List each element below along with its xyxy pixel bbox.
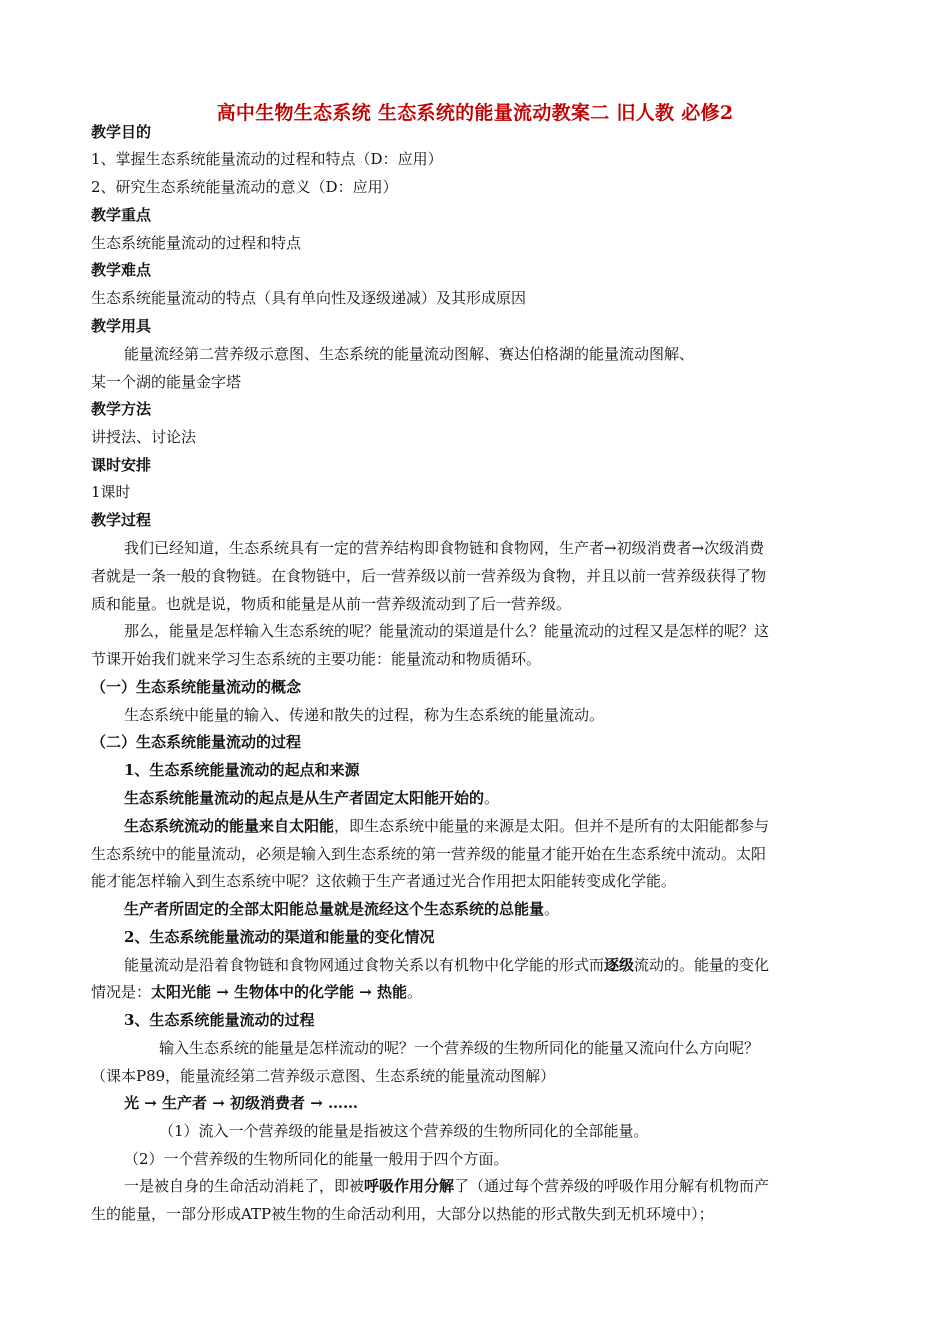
tools-line-2: 某一个湖的能量金字塔	[91, 373, 242, 391]
energy-start-bold: 生态系统能量流动的起点是从生产者固定太阳能开始的	[124, 789, 485, 807]
energy-source-line-3: 能才能怎样输入到生态系统中呢？这依赖于生产者通过光合作用把太阳能转变成化学能。	[91, 872, 677, 890]
energy-change-chain: 太阳光能 → 生物体中的化学能 → 热能	[151, 983, 408, 1001]
last-text-a: 一是被自身的生命活动消耗了，即被	[124, 1177, 365, 1195]
channel-line-1	[124, 955, 769, 975]
key-heading: 教学重点	[91, 206, 152, 224]
last-text-b: 了（通过每个营养级的呼吸作用分解有机物而产	[454, 1177, 770, 1195]
schedule-heading: 课时安排	[91, 456, 152, 474]
energy-start-end: 。	[484, 789, 500, 807]
point-1: （1）流入一个营养级的能量是指被这个营养级的生物所同化的全部能量。	[159, 1122, 649, 1140]
subsection-1-heading: 1、生态系统能量流动的起点和来源	[124, 761, 360, 779]
energy-chain: 光 → 生产者 → 初级消费者 → ……	[124, 1094, 359, 1112]
schedule-text: 1课时	[91, 483, 131, 501]
paragraph-1-line-2: 者就是一条一般的食物链。在食物链中，后一营养级以前一营养级为食物，并且以前一营养级获得了物	[91, 567, 767, 585]
objectives-heading: 教学目的	[91, 123, 152, 141]
channel-text-b: 流动的。能量的变化	[634, 956, 770, 974]
question-line-2: （课本P89，能量流经第二营养级示意图、生态系统的能量流动图解）	[91, 1067, 556, 1085]
difficulty-heading: 教学难点	[91, 261, 152, 279]
document-title: 高中生物生态系统 生态系统的能量流动教案二 旧人教 必修2	[216, 102, 734, 124]
total-energy-bold: 生产者所固定的全部太阳能总量就是流经这个生态系统的总能量	[124, 900, 545, 918]
paragraph-2-line-1: 那么，能量是怎样输入生态系统的呢？能量流动的渠道是什么？能量流动的过程又是怎样的呢？这	[124, 622, 770, 640]
point-2: （2）一个营养级的生物所同化的能量一般用于四个方面。	[124, 1150, 509, 1168]
channel-bold: 逐级	[604, 956, 635, 974]
total-energy-line	[124, 899, 559, 919]
paragraph-2-line-2: 节课开始我们就来学习生态系统的主要功能：能量流动和物质循环。	[91, 650, 542, 668]
energy-source-line-1	[124, 816, 769, 836]
tools-line-1: 能量流经第二营养级示意图、生态系统的能量流动图解、赛达伯格湖的能量流动图解、	[124, 345, 695, 363]
total-energy-end: 。	[544, 900, 560, 918]
respiration-bold: 呼吸作用分解	[364, 1177, 455, 1195]
section-1-heading: （一）生态系统能量流动的概念	[91, 678, 302, 696]
key-text: 生态系统能量流动的过程和特点	[91, 234, 302, 252]
subsection-2-heading: 2、生态系统能量流动的渠道和能量的变化情况	[124, 928, 435, 946]
difficulty-text: 生态系统能量流动的特点（具有单向性及逐级递减）及其形成原因	[91, 289, 527, 307]
last-paragraph-line-2: 生的能量，一部分形成ATP被生物的生命活动利用，大部分以热能的形式散失到无机环境中）；	[91, 1205, 714, 1223]
objective-2: 2、研究生态系统能量流动的意义（D：应用）	[91, 178, 398, 196]
objective-1: 1、掌握生态系统能量流动的过程和特点（D：应用）	[91, 150, 443, 168]
paragraph-1-line-1: 我们已经知道，生态系统具有一定的营养结构即食物链和食物网，生产者→初级消费者→次级消费	[124, 539, 765, 557]
method-heading: 教学方法	[91, 400, 152, 418]
section-1-text: 生态系统中能量的输入、传递和散失的过程，称为生态系统的能量流动。	[124, 706, 605, 724]
tools-heading: 教学用具	[91, 317, 152, 335]
paragraph-1-line-3: 质和能量。也就是说，物质和能量是从前一营养级流动到了后一营养级。	[91, 595, 572, 613]
channel-line-2-end: 。	[407, 983, 423, 1001]
channel-line-2	[91, 982, 422, 1002]
energy-source-line-2: 生态系统中的能量流动，必须是输入到生态系统的第一营养级的能量才能开始在生态系统中流动。太阳	[91, 845, 767, 863]
question-line-1: 输入生态系统的能量是怎样流动的呢？一个营养级的生物所同化的能量又流向什么方向呢？	[159, 1039, 760, 1057]
channel-text-a: 能量流动是沿着食物链和食物网通过食物关系以有机物中化学能的形式而	[124, 956, 605, 974]
energy-source-bold: 生态系统流动的能量来自太阳能	[124, 817, 335, 835]
method-text: 讲授法、讨论法	[91, 428, 197, 446]
channel-line-2-prefix: 情况是：	[91, 983, 152, 1001]
section-2-heading: （二）生态系统能量流动的过程	[91, 733, 302, 751]
energy-start-line	[124, 788, 499, 808]
last-paragraph-line-1	[124, 1176, 769, 1196]
subsection-3-heading: 3、生态系统能量流动的过程	[124, 1011, 315, 1029]
energy-source-rest: ，即生态系统中能量的来源是太阳。但并不是所有的太阳能都参与	[334, 817, 770, 835]
process-heading: 教学过程	[91, 511, 152, 529]
